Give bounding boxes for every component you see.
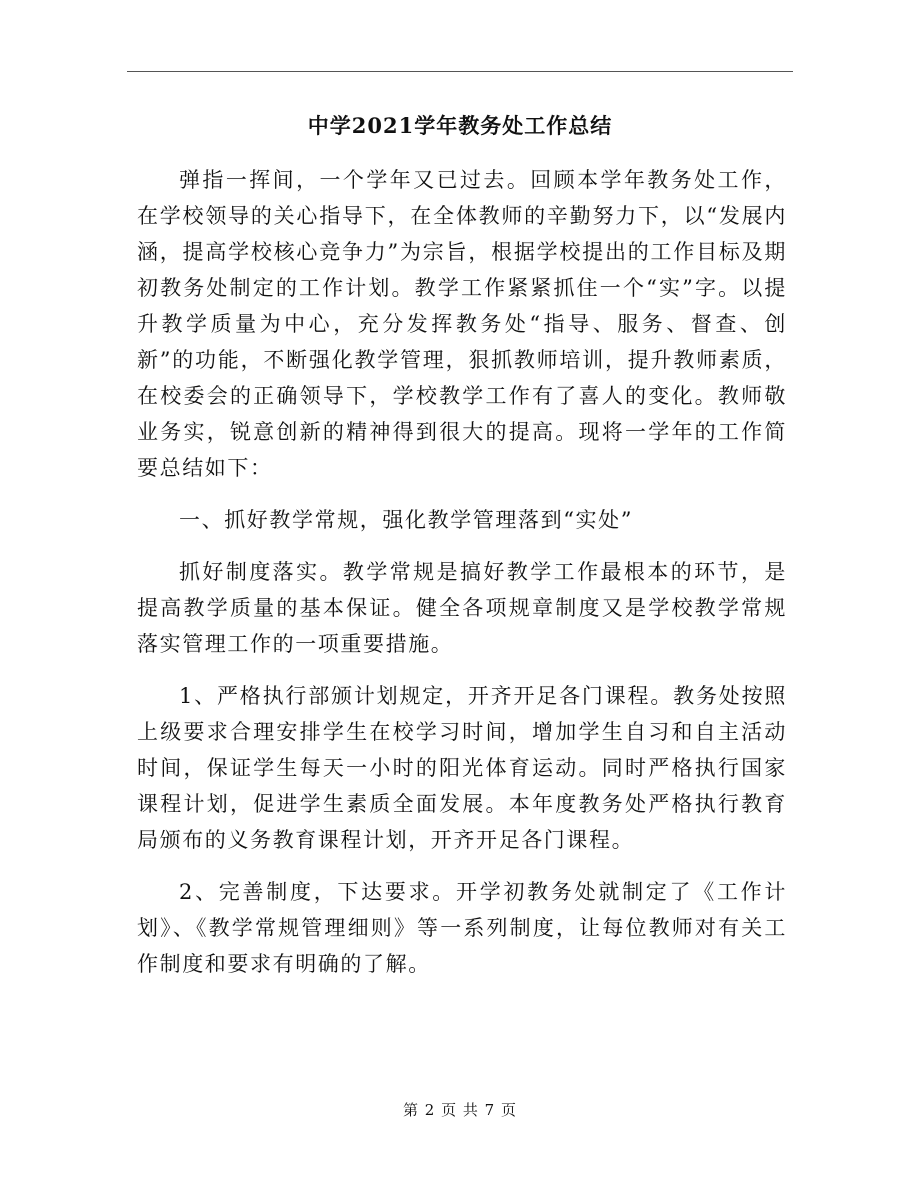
page-number: 第 2 页 共 7 页 — [403, 1101, 517, 1119]
paragraph-item-1: 1、严格执行部颁计划规定，开齐开足各门课程。教务处按照上级要求合理安排学生在校学习时间，增加学生自习和自主活动时间，保证学生每天一小时的阳光体育运动。同时严格执行国家课程计划，促进学生素质全面发展。本年度教务处严格执行教育局颁布的义务教育课程计划，开齐开足各门课程。 — [137, 684, 787, 852]
paragraph-intro: 弹指一挥间，一个学年又已过去。回顾本学年教务处工作，在学校领导的关心指导下，在全体教师的辛勤努力下，以“发展内涵，提高学校核心竞争力”为宗旨，根据学校提出的工作目标及期初教务处制定的工作计划。教学工作紧紧抓住一个“实”字。以提升教学质量为中心，充分发挥教务处“指导、服务、督查、创新”的功能，不断强化教学管理，狠抓教师培训，提升教师素质，在校委会的正确领导下，学校教学工作有了喜人的变化。教师敬业务实，锐意创新的精神得到很大的提高。现将一学年的工作简要总结如下： — [137, 168, 787, 480]
paragraph-system: 抓好制度落实。教学常规是搞好教学工作最根本的环节，是提高教学质量的基本保证。健全各项规章制度又是学校教学常规落实管理工作的一项重要措施。 — [137, 560, 787, 656]
section-heading-1: 一、抓好教学常规，强化教学管理落到“实处” — [179, 508, 634, 532]
document-title: 中学2021学年教务处工作总结 — [307, 113, 613, 138]
paragraph-item-2: 2、完善制度，下达要求。开学初教务处就制定了《工作计划》、《教学常规管理细则》等一系列制度，让每位教师对有关工作制度和要求有明确的了解。 — [137, 880, 787, 976]
header-divider — [127, 71, 793, 72]
document-body — [137, 162, 787, 982]
